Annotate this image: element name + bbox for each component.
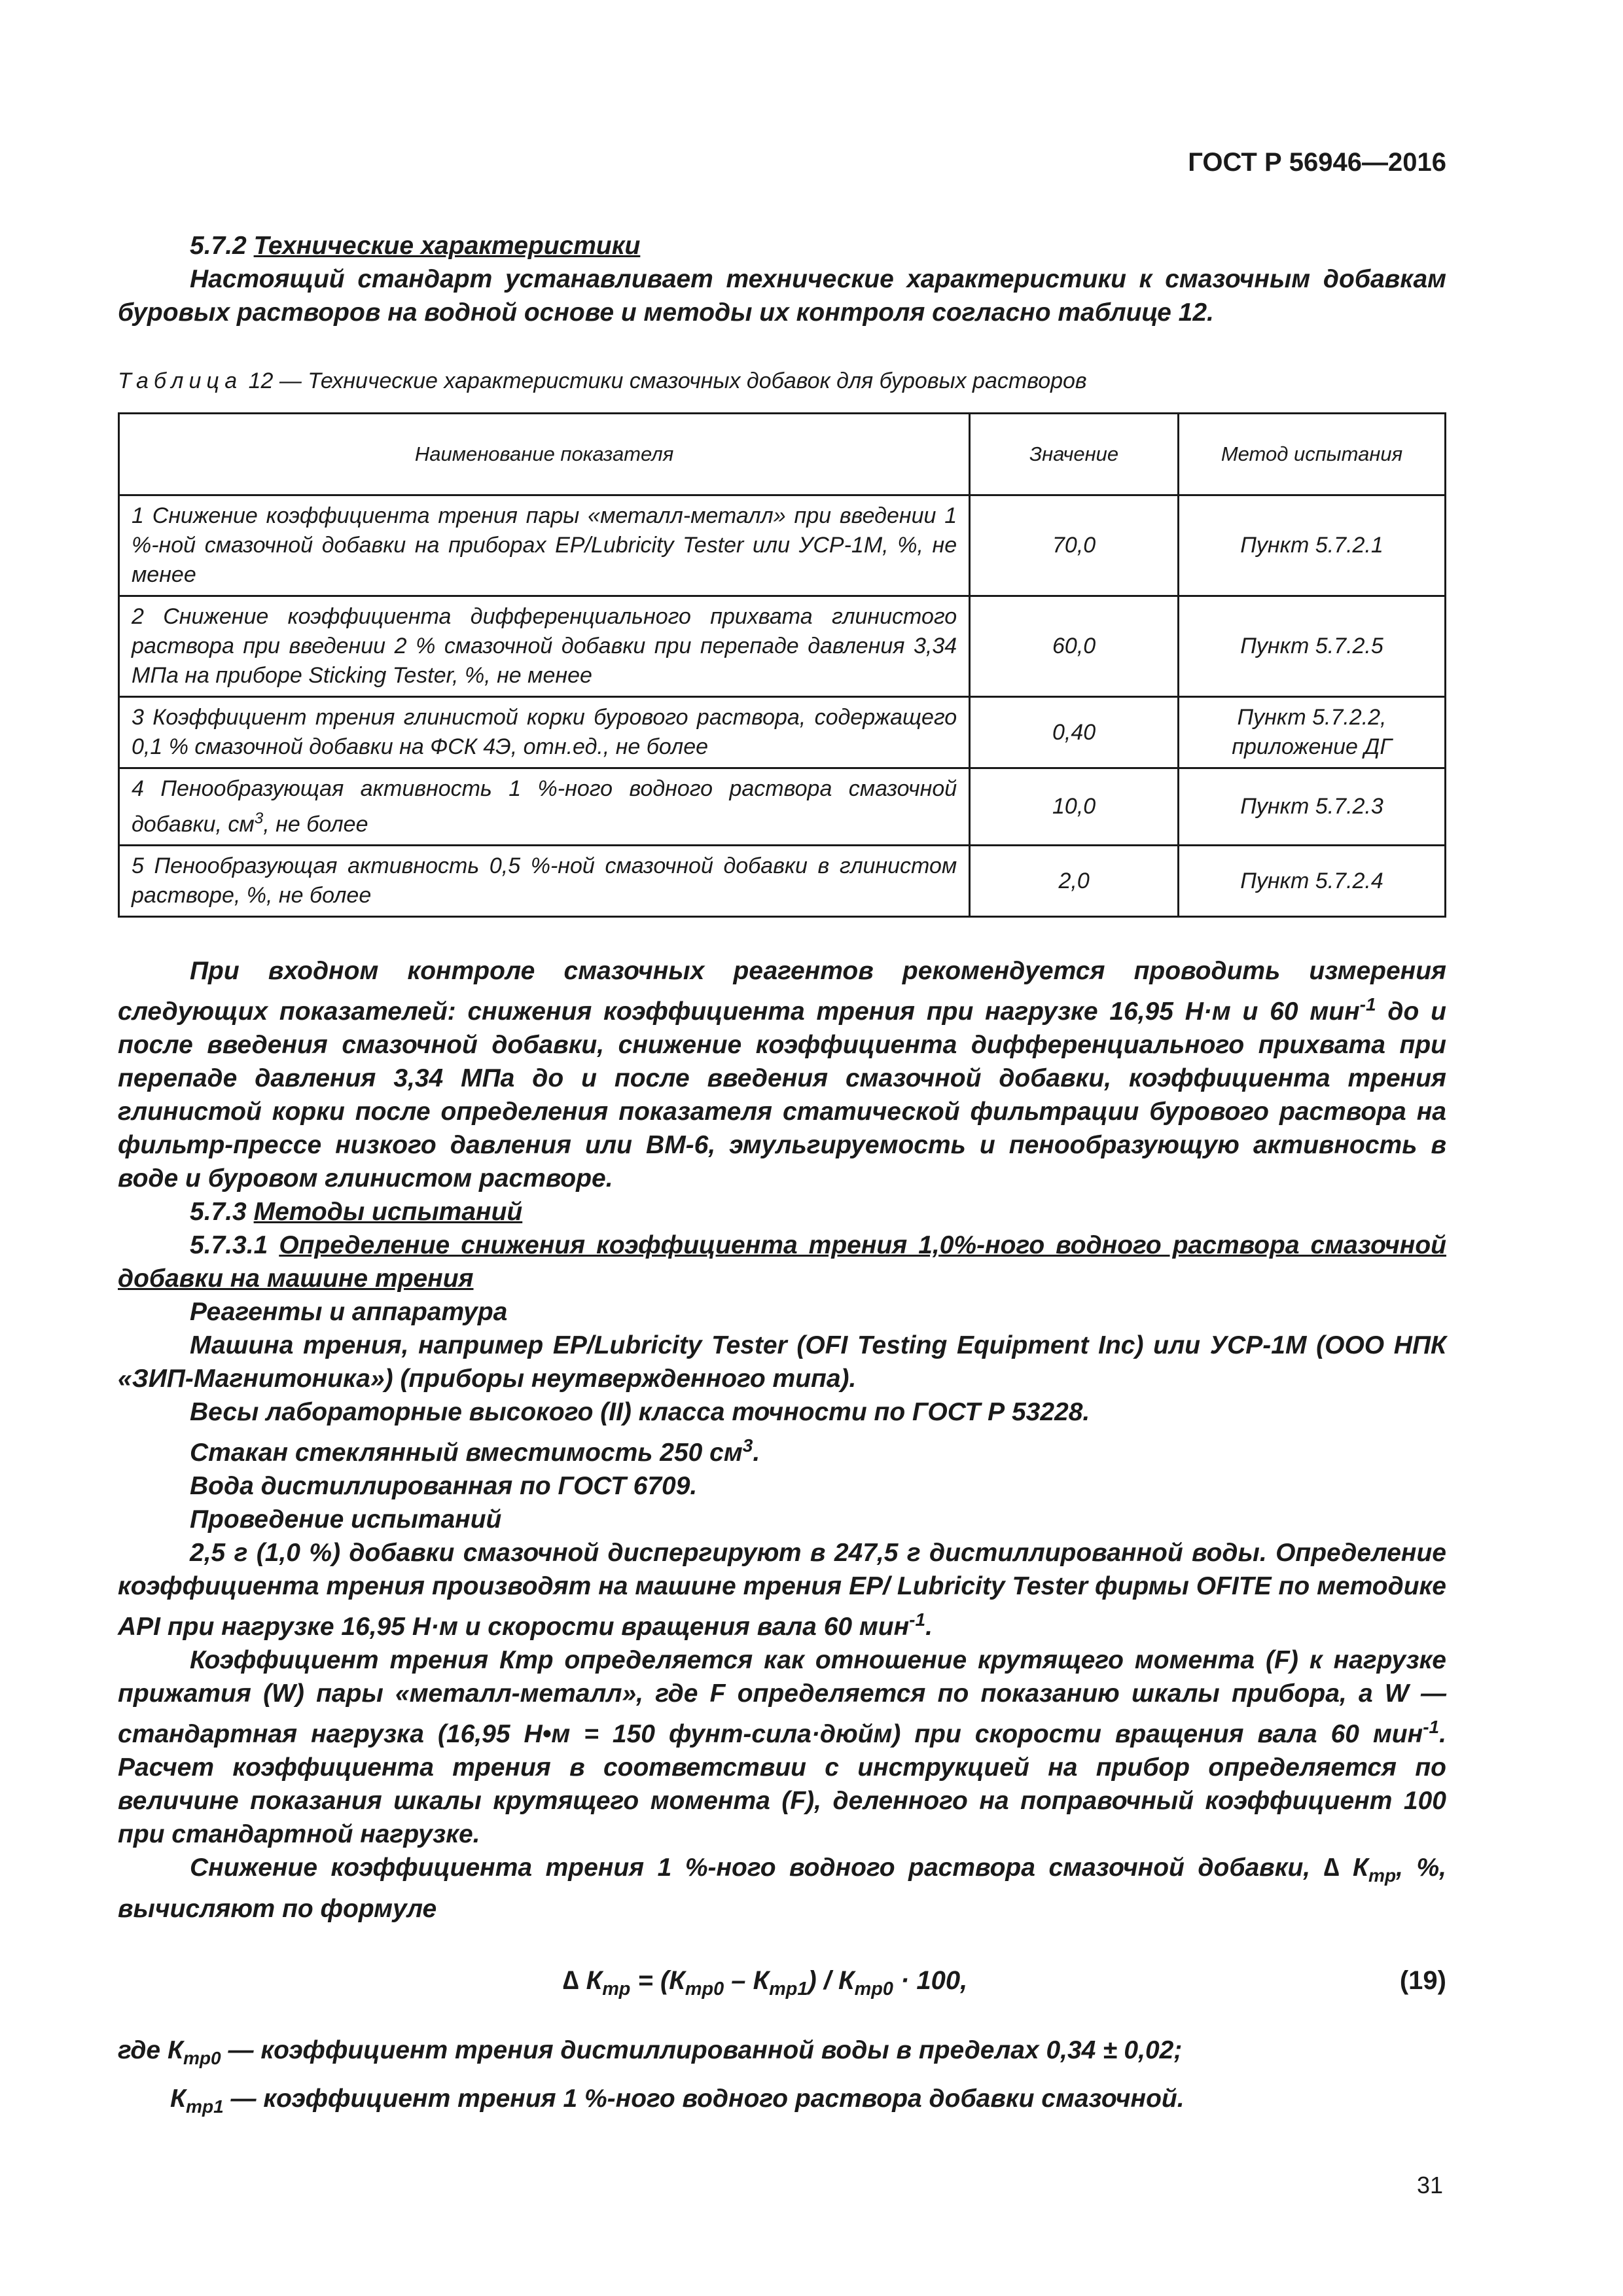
row-method: Пункт 5.7.2.2, приложение ДГ [1179,697,1446,768]
table-header-row [119,414,1446,495]
formula-subscript: тр1 [769,1979,808,2000]
input-control-paragraph [118,954,1446,1195]
formula-subscript: тр0 [854,1979,893,2000]
row-name: 1 Снижение коэффициента трения пары «металл-металл» при введении 1 %-ной смазочной добавки на приборах EP/Lubricity Tester или УСР-1М, %, не менее [119,495,970,596]
section-title: Определение снижения коэффициента трения 1,0%-ного водного раствора смазочной добавки на машине трения [118,1231,1446,1293]
reagents-heading: Реагенты и аппаратура [190,1298,508,1327]
table-row [119,768,1446,846]
row-name [119,768,970,846]
paragraph-text: . [925,1613,933,1641]
legend-subscript: тр0 [183,2047,221,2068]
table-row [119,846,1446,917]
formula-19 [118,1952,1446,2017]
legend-symbol: К [170,2084,186,2113]
formula-number: (19) [1399,1966,1446,1996]
reagents-machine: Машина трения, например EP/Lubricity Tester (OFI Testing Equipment Inc) или УСР-1М (ООО НПК «ЗИП-Магнитоника») (приборы неутвержденного типа). [118,1331,1446,1393]
row-value: 60,0 [970,596,1179,697]
table-caption [118,368,1446,394]
row-value: 0,40 [970,697,1179,768]
row-method: Пункт 5.7.2.5 [1179,596,1446,697]
row-value: 10,0 [970,768,1179,846]
legend-subscript: тр1 [185,2096,224,2117]
paragraph-text: Коэффициент трения Ктр определяется как отношение крутящего момента (F) к нагрузке прижатия (W) пары «металл-металл», где F определяется по показанию шкалы прибора, а W — стандартная нагрузка (16,95 Н•м = 150 фунт-сила·дюйм) при скорости вращения вала 60 мин [118,1646,1446,1749]
legend-definition: — коэффициент трения 1 %-ного водного раствора добавки смазочной. [223,2084,1185,2113]
formula-part: · 100, [893,1966,968,1996]
specifications-table [118,412,1446,918]
section-572-heading [118,229,1446,262]
table-caption-text: 12 — Технические характеристики смазочных добавок для буровых растворов [242,368,1087,393]
formula-part: = (К [630,1966,685,1996]
header-value: Значение [970,414,1179,495]
page-number: 31 [1416,2172,1443,2198]
formula-part: – К [724,1966,770,1996]
section-title: Технические характеристики [253,232,641,260]
section-572-intro: Настоящий стандарт устанавливает технические характеристики к смазочным добавкам буровых растворов на водной основе и методы их контроля согласно таблице 12. [118,265,1446,327]
row-name-part: , не более [263,812,368,837]
paragraph-text: Снижение коэффициента трения 1 %-ного водного раствора смазочной добавки, ∆ К [190,1854,1369,1882]
row-name: 3 Коэффициент трения глинистой корки бурового раствора, содержащего 0,1 % смазочной добавки на ФСК 4Э, отн.ед., не более [119,697,970,768]
row-method: Пункт 5.7.2.3 [1179,768,1446,846]
paragraph-text: 2,5 г (1,0 %) добавки смазочной диспергируют в 247,5 г дистиллированной воды. Определение коэффициента трения производят на машине трения EP/ Lubricity Tester фирмы OFITE по методике API при нагрузке 16,95 Н·м и скорости вращения вала 60 мин [118,1539,1446,1641]
testing-heading: Проведение испытаний [190,1505,502,1534]
reagents-glass [118,1429,1446,1469]
superscript: 3 [742,1435,753,1456]
header-method: Метод испытания [1179,414,1446,495]
row-name-superscript: 3 [254,810,264,827]
subscript: тр [1368,1865,1397,1886]
row-name: 5 Пенообразующая активность 0,5 %-ной смазочной добавки в глинистом растворе, %, не более [119,846,970,917]
table-row [119,697,1446,768]
row-name: 2 Снижение коэффициента дифференциального прихвата глинистого раствора при введении 2 % смазочной добавки при перепаде давления 3,34 МПа на приборе Sticking Tester, %, не менее [119,596,970,697]
section-573-heading [118,1195,1446,1229]
section-number: 5.7.3 [190,1198,247,1227]
legend-definition: — коэффициент трения дистиллированной воды в пределах 0,34 ± 0,02; [221,2036,1183,2065]
superscript: -1 [1423,1717,1440,1738]
row-value: 2,0 [970,846,1179,917]
table-caption-label: Таблица [118,368,243,393]
testing-paragraph-3 [118,1851,1446,1926]
table-row [119,495,1446,596]
reagents-water: Вода дистиллированная по ГОСТ 6709. [190,1472,698,1501]
row-value: 70,0 [970,495,1179,596]
testing-paragraph-2 [118,1643,1446,1851]
header-name: Наименование показателя [119,414,970,495]
section-5731-heading [118,1229,1446,1295]
superscript: -1 [909,1609,926,1630]
legend-symbol: где К [118,2036,183,2065]
formula-expression [563,1966,967,2000]
formula-subscript: тр0 [685,1979,724,2000]
row-method: Пункт 5.7.2.4 [1179,846,1446,917]
reagents-scales: Весы лабораторные высокого (II) класса точности по ГОСТ Р 53228. [190,1398,1090,1427]
formula-subscript: тр [602,1979,631,2000]
section-number: 5.7.3.1 [190,1231,268,1260]
table-row [119,596,1446,697]
paragraph-text: до и после введения смазочной добавки, снижение коэффициента дифференциального прихвата при перепаде давления 3,34 МПа до и после введения смазочной добавки, коэффициента трения глинистой корки после определения показателя статической фильтрации бурового раствора на фильтр-прессе низкого давления или ВМ-6, эмульгируемость и пенообразующую активность в воде и буровом глинистом растворе. [118,997,1446,1193]
formula-part: ∆ К [563,1966,603,1996]
paragraph-text: , %, вычисляют по формуле [118,1854,1447,1924]
superscript: -1 [1359,994,1376,1015]
legend-row [118,2030,1446,2079]
paragraph-text: . Расчет коэффициента трения в соответствии с инструкцией на прибор определяется по величине показания шкалы крутящего момента (F), деленного на поправочный коэффициент 100 при стандартной нагрузке. [118,1720,1446,1849]
row-name-part: 4 Пенообразующая активность 1 %-ного водного раствора смазочной добавки, см [132,776,957,837]
testing-paragraph-1 [118,1536,1446,1643]
legend-row [118,2079,1446,2127]
page-content [118,229,1446,2127]
row-method: Пункт 5.7.2.1 [1179,495,1446,596]
paragraph-text: . [753,1439,760,1467]
section-title: Методы испытаний [253,1198,523,1227]
section-number: 5.7.2 [190,232,247,260]
paragraph-text: Стакан стеклянный вместимость 250 см [190,1439,743,1467]
formula-legend [118,2030,1446,2127]
paragraph-text: При входном контроле смазочных реагентов рекомендуется проводить измерения следующих показателей: снижения коэффициента трения при нагрузке 16,95 Н·м и 60 мин [118,957,1446,1026]
document-id: ГОСТ Р 56946—2016 [1188,148,1446,177]
formula-part: ) / К [808,1966,855,1996]
